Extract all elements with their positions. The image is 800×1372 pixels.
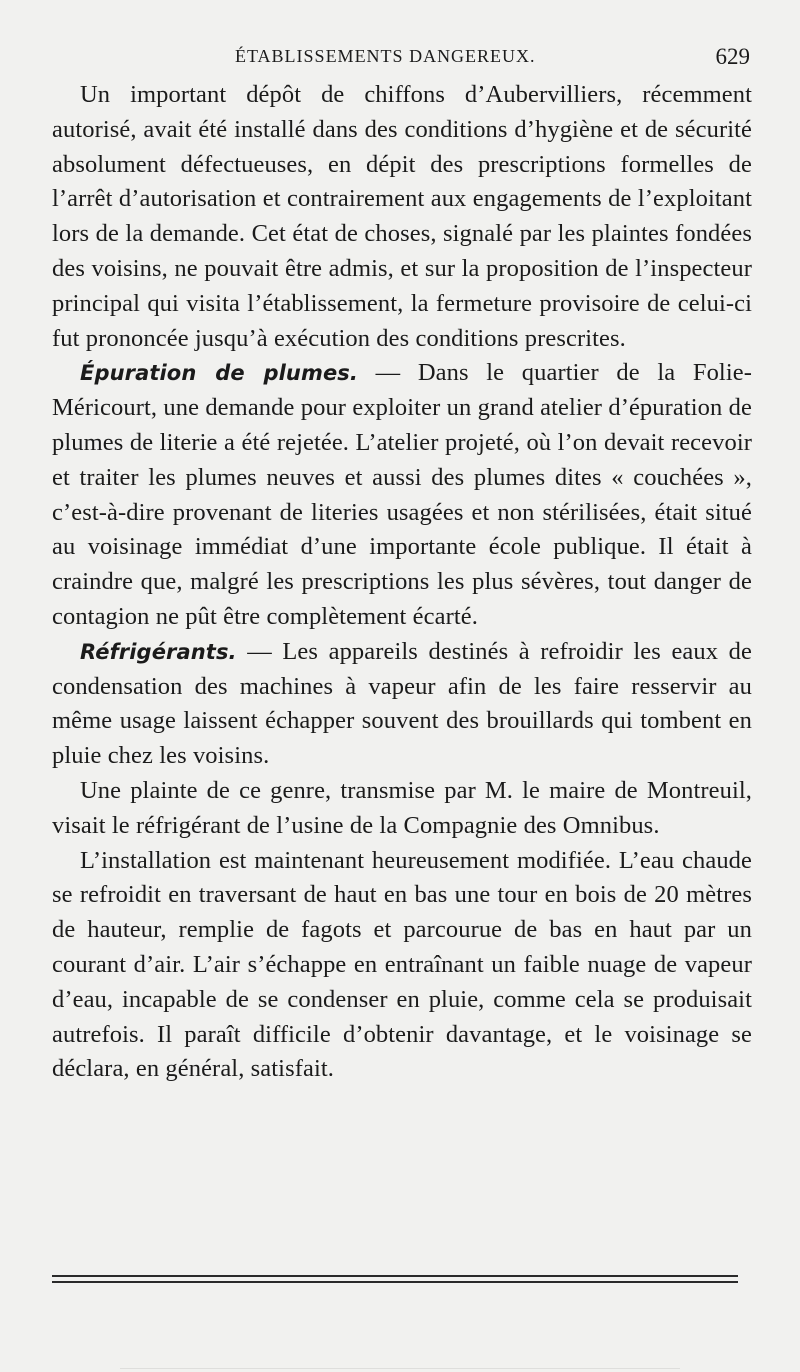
section-title: Épuration de plumes. (80, 361, 358, 386)
footnote-rule (52, 1281, 738, 1283)
title-dash: — (236, 637, 283, 665)
paragraph-epuration-plumes (52, 356, 752, 634)
footnote-rule (52, 1275, 738, 1277)
section-title: Réfrigérants. (80, 639, 237, 664)
running-head: ÉTABLISSEMENTS DANGEREUX. (235, 46, 536, 66)
paragraph-text: Dans le quartier de la Folie-Méricourt, une demande pour exploiter un grand atelier d’épuration de plumes de literie a été rejetée. L’atelier projeté, où l’on devait recevoir et traiter les plumes neuves et aussi des plumes dites « couchées », c’est-à-dire provenant de literies usagées et non stérilisées, était situé au voisinage immédiat d’une importante école publique. Il était à craindre que, malgré les prescriptions les plus sévères, tout danger de contagion ne pût être complètement écarté. (52, 359, 752, 630)
paragraph-text: L’installation est maintenant heureusement modifiée. L’eau chaude se refroidit en traversant de haut en bas une tour en bois de 20 mètres de hauteur, remplie de fagots et parcourue de bas en haut par un courant d’air. L’air s’échappe en entraînant un faible nuage de vapeur d’eau, incapable de se condenser en pluie, comme cela se produisait autrefois. Il paraît difficile d’obtenir davantage, et le voisinage se déclara, en général, satisfait. (52, 846, 752, 1083)
paragraph-plainte-montreuil (52, 774, 752, 844)
paragraph-text: Une plainte de ce genre, transmise par M. le maire de Montreuil, visait le réfrigérant de l’usine de la Compagnie des Omnibus. (52, 776, 752, 839)
body-text (52, 78, 752, 1087)
paragraph-text: Un important dépôt de chiffons d’Aubervilliers, récemment autorisé, avait été installé dans des conditions d’hygiène et de sécurité absolument défectueuses, en dépit des prescriptions formelles de l’arrêt d’autorisation et contrairement aux engagements de l’exploitant lors de la demande. Cet état de choses, signalé par les plaintes fondées des voisins, ne pouvait être admis, et sur la proposition de l’inspecteur principal qui visita l’établissement, la fermeture provisoire de celui-ci fut prononcée jusqu’à exécution des conditions prescrites. (52, 81, 752, 352)
title-dash: — (357, 359, 418, 387)
bleed-through-mark (120, 1368, 680, 1369)
paragraph-refrigerants (52, 635, 752, 774)
page-number: 629 (715, 44, 750, 69)
paragraph-installation (52, 844, 752, 1088)
paragraph-chiffons (52, 78, 752, 356)
paragraph-text: Les appareils destinés à refroidir les eaux de condensation des machines à vapeur afin de les faire resservir au même usage laissent échapper souvent des brouillards qui tombent en pluie chez les voisins. (52, 637, 752, 770)
